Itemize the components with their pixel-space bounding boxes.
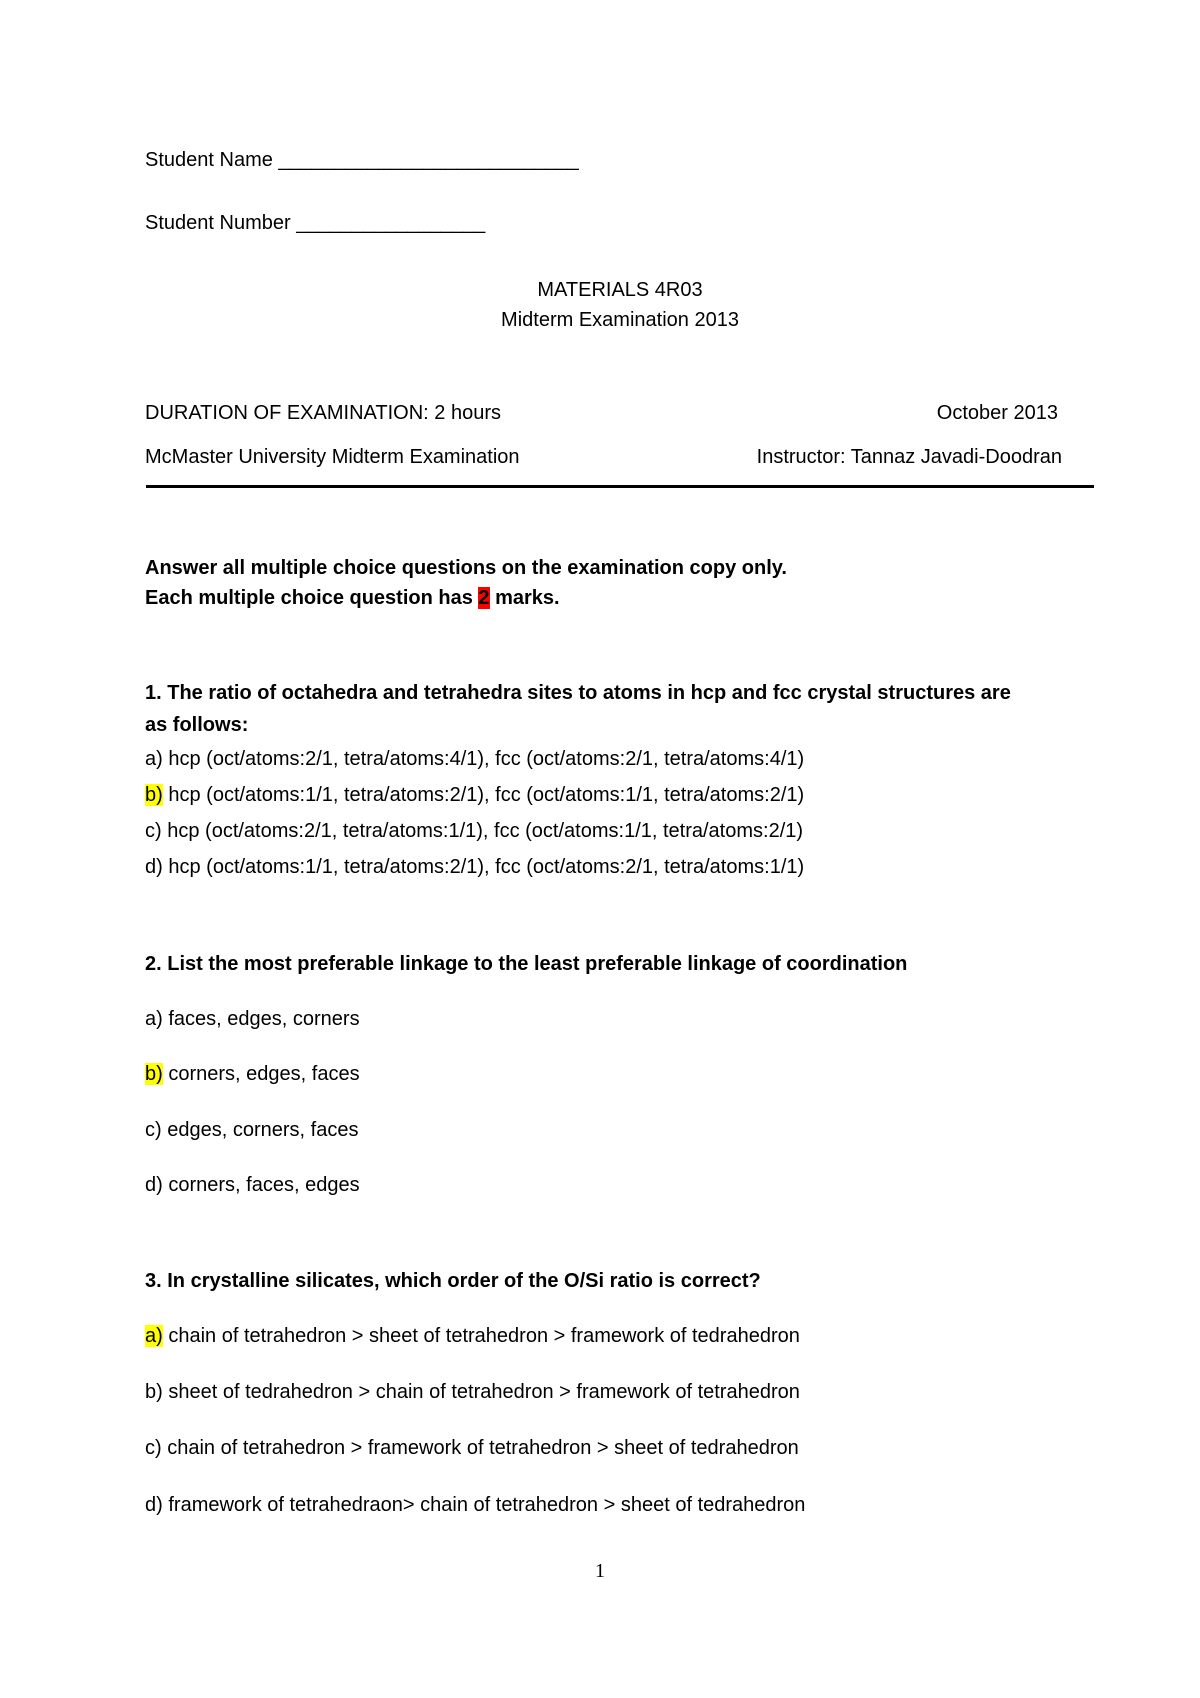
question-1-option-c xyxy=(145,818,803,844)
exam-duration: DURATION OF EXAMINATION: 2 hours xyxy=(145,402,501,424)
option-text: framework of tetrahedraon> chain of tetrahedron > sheet of tedrahedron xyxy=(162,1494,806,1516)
answer-letter-highlight: a) xyxy=(145,1325,163,1347)
option-letter: d) xyxy=(145,1494,163,1516)
option-text: hcp (oct/atoms:1/1, tetra/atoms:2/1), fcc (oct/atoms:2/1, tetra/atoms:1/1) xyxy=(162,856,805,878)
option-letter: a) xyxy=(145,1008,163,1030)
instruction-line-1: Answer all multiple choice questions on the examination copy only. xyxy=(145,557,787,579)
question-1-option-a xyxy=(145,746,804,772)
student-name-label: Student Name xyxy=(145,149,273,171)
student-name-blank: ___________________________ xyxy=(278,149,579,171)
option-letter: b) xyxy=(145,1381,163,1403)
student-number-line xyxy=(145,210,485,236)
instruction-text-after: marks. xyxy=(489,587,560,609)
option-text: chain of tetrahedron > sheet of tetrahedron > framework of tedrahedron xyxy=(162,1325,800,1347)
option-text: edges, corners, faces xyxy=(161,1119,359,1141)
question-2-option-a xyxy=(145,1006,360,1032)
instructor-line: Instructor: Tannaz Javadi-Doodran xyxy=(756,446,1062,468)
question-1-title-line-1: 1. The ratio of octahedra and tetrahedra sites to atoms in hcp and fcc crystal structures are xyxy=(145,682,1011,704)
student-number-blank: _________________ xyxy=(296,212,486,234)
exam-title: Midterm Examination 2013 xyxy=(501,309,739,331)
option-letter: d) xyxy=(145,856,163,878)
question-2-option-c xyxy=(145,1117,358,1143)
option-text: sheet of tedrahedron > chain of tetrahedron > framework of tetrahedron xyxy=(162,1381,800,1403)
option-letter: c) xyxy=(145,1119,162,1141)
university-line: McMaster University Midterm Examination xyxy=(145,446,520,468)
answer-letter-highlight: b) xyxy=(145,784,163,806)
question-2-option-d xyxy=(145,1172,360,1198)
student-number-label: Student Number xyxy=(145,212,291,234)
option-text: hcp (oct/atoms:1/1, tetra/atoms:2/1), fcc (oct/atoms:1/1, tetra/atoms:2/1) xyxy=(162,784,805,806)
option-text: hcp (oct/atoms:2/1, tetra/atoms:1/1), fcc (oct/atoms:1/1, tetra/atoms:2/1) xyxy=(161,820,804,842)
page-number: 1 xyxy=(595,1560,605,1582)
instruction-text-before: Each multiple choice question has xyxy=(145,587,479,609)
question-3-option-b xyxy=(145,1379,800,1405)
student-name-line xyxy=(145,147,579,173)
question-3-title: 3. In crystalline silicates, which order of the O/Si ratio is correct? xyxy=(145,1270,761,1292)
header-divider xyxy=(146,485,1094,488)
option-text: corners, edges, faces xyxy=(162,1063,360,1085)
exam-date: October 2013 xyxy=(936,402,1058,424)
option-letter: c) xyxy=(145,820,162,842)
question-3-option-c xyxy=(145,1435,799,1461)
question-1-title-line-2: as follows: xyxy=(145,714,249,736)
question-2-option-b xyxy=(145,1061,360,1087)
option-text: chain of tetrahedron > framework of tetrahedron > sheet of tedrahedron xyxy=(161,1437,799,1459)
option-text: hcp (oct/atoms:2/1, tetra/atoms:4/1), fcc (oct/atoms:2/1, tetra/atoms:4/1) xyxy=(162,748,805,770)
option-text: corners, faces, edges xyxy=(162,1174,360,1196)
question-1-option-d xyxy=(145,854,804,880)
option-letter: a) xyxy=(145,748,163,770)
marks-value-highlight: 2 xyxy=(478,587,490,609)
course-code: MATERIALS 4R03 xyxy=(537,279,703,301)
option-letter: c) xyxy=(145,1437,162,1459)
question-2-title: 2. List the most preferable linkage to the least preferable linkage of coordination xyxy=(145,953,908,975)
option-letter: d) xyxy=(145,1174,163,1196)
question-3-option-a xyxy=(145,1323,800,1349)
answer-letter-highlight: b) xyxy=(145,1063,163,1085)
question-3-option-d xyxy=(145,1492,805,1518)
instruction-line-2 xyxy=(145,585,560,611)
question-1-option-b xyxy=(145,782,804,808)
option-text: faces, edges, corners xyxy=(162,1008,360,1030)
